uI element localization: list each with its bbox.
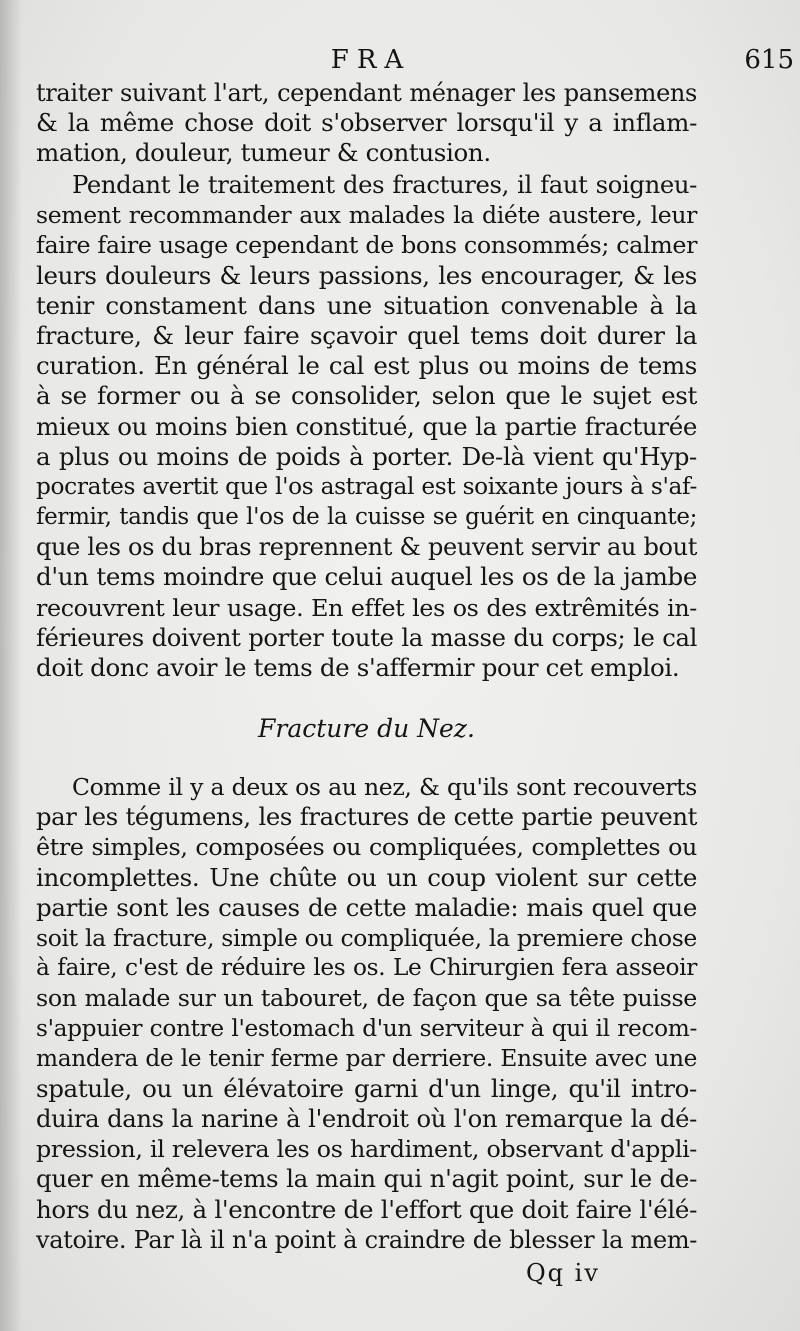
text-line: être simples, composées ou compliquées, complettes ou [36,833,697,862]
text-line: s'appuier contre l'estomach d'un serviteur à qui il recom- [36,1014,697,1042]
text-line: pocrates avertit que l'os astragal est soixante jours à s'af- [36,472,697,500]
text-line: soit la fracture, simple ou compliquée, la premiere chose [36,923,697,952]
text-line: fermir, tandis que l'os de la cuisse se guérit en cinquante; [36,504,697,531]
text-line: curation. En général le cal est plus ou moins de tems [36,351,697,381]
text-line: à faire, c'est de réduire les os. Le Chirurgien fera asseoir [36,954,697,982]
paragraph-3 [36,772,697,1255]
signature-mark: Qq iv [526,1259,600,1287]
text-line: mieux ou moins bien constitué, que la partie fracturée [36,411,697,441]
text-line: Comme il y a deux os au nez, & qu'ils sont recouverts [72,773,697,801]
text-line: férieures doivent porter toute la masse du corps; le cal [36,622,697,652]
text-line: doit donc avoir le tems de s'affermir pour cet emploi. [36,653,680,682]
running-head: FRA [330,45,412,75]
text-line: Pendant le traitement des fractures, il faut soigneu- [72,170,697,199]
text-line: leurs douleurs & leurs passions, les encourager, & les [36,260,697,290]
text-line: mandera de le tenir ferme par derriere. Ensuite avec une [36,1044,697,1072]
page-gutter-shadow [0,0,22,1331]
text-line: fracture, & leur faire sçavoir quel tems doit durer la [36,320,697,350]
text-line: & la même chose doit s'observer lorsqu'il y a inflam- [36,108,697,138]
text-line: pression, il relevera les os hardiment, observant d'appli- [36,1135,697,1164]
text-line: d'un tems moindre que celui auquel les os de la jambe [36,562,697,592]
paragraph-2 [36,170,697,683]
text-line: spatule, ou un élévatoire garni d'un linge, qu'il intro- [36,1073,697,1103]
text-line: hors du nez, à l'encontre de l'effort que doit faire l'élé- [36,1194,697,1224]
text-line: duira dans la narine à l'endroit où l'on remarque la dé- [36,1104,697,1134]
text-line: à se former ou à se consolider, selon que le sujet est [36,381,697,411]
paragraph-1 [36,78,697,169]
text-line: partie sont les causes de cette maladie: mais quel que [36,892,697,922]
text-line: faire faire usage cependant de bons consommés; calmer [36,231,698,260]
text-line: a plus ou moins de poids à porter. De-là vient qu'Hyp- [36,441,697,471]
text-line: par les tégumens, les fractures de cette partie peuvent [36,802,697,832]
text-line: recouvrent leur usage. En effet les os des extrêmités in- [36,593,697,622]
text-line: mation, douleur, tumeur & contusion. [36,138,491,168]
text-line: incomplettes. Une chûte ou un coup violent sur cette [36,862,697,892]
text-line: quer en même-tems la main qui n'agit point, sur le de- [36,1164,697,1194]
page-number: 615 [744,45,794,75]
page-header [36,42,794,78]
section-heading: Fracture du Nez. [258,714,475,743]
text-line: vatoire. Par là il n'a point à craindre de blesser la mem- [36,1225,697,1254]
text-line: que les os du bras reprennent & peuvent servir au bout [36,533,697,562]
text-line: son malade sur un tabouret, de façon que sa tête puisse [36,984,697,1013]
text-line: tenir constament dans une situation convenable à la [36,290,697,320]
text-line: traiter suivant l'art, cependant ménager les pansemens [36,79,697,107]
text-line: sement recommander aux malades la diéte austere, leur [36,201,697,230]
